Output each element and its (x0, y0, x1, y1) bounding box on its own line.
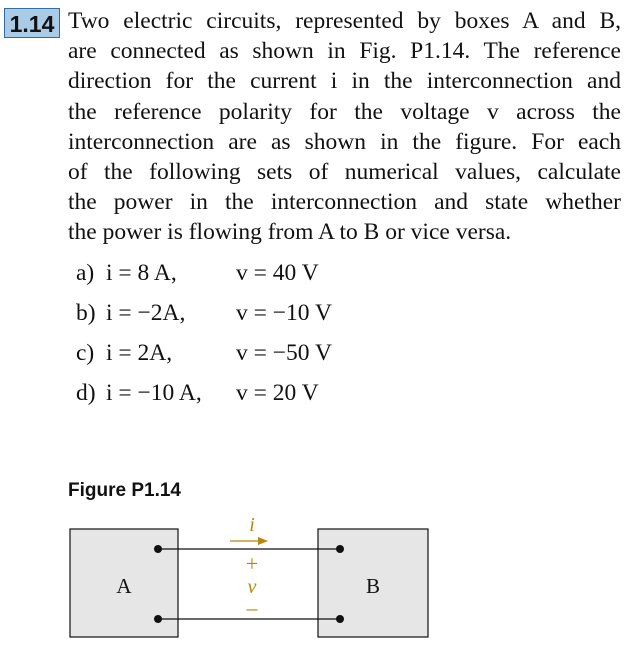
problem-statement (68, 6, 621, 248)
part-voltage: v = −10 V (236, 300, 332, 326)
minus-label: – (246, 595, 258, 620)
part-current: i = −2A, (106, 300, 186, 326)
part-voltage: v = 40 V (236, 260, 319, 286)
part-label: c) (76, 340, 95, 366)
terminal-dot (154, 615, 162, 623)
terminal-dot (336, 615, 344, 623)
voltage-label: v (247, 576, 257, 598)
part-voltage: v = 20 V (236, 380, 319, 406)
part-current: i = −10 A, (106, 380, 202, 406)
statement-line-4: the reference polarity for the voltage v across the (68, 98, 621, 125)
problem-number: 1.14 (4, 8, 60, 38)
current-label: i (249, 514, 255, 536)
terminal-dot (154, 545, 162, 553)
statement-line-8: the power is flowing from A to B or vice versa. (68, 219, 512, 246)
statement-line-3: direction for the current i in the interconnection and (68, 68, 621, 95)
part-label: d) (76, 380, 96, 406)
part-label: a) (76, 260, 95, 286)
statement-line-1: Two electric circuits, represented by boxes A and B, (68, 8, 621, 34)
plus-label: + (245, 551, 259, 576)
box-a-label: A (116, 574, 132, 598)
part-voltage: v = −50 V (236, 340, 332, 366)
box-b-label: B (365, 574, 381, 598)
circuit-figure (0, 505, 627, 646)
statement-line-2: are connected as shown in Fig. P1.14. The reference (68, 38, 621, 65)
terminal-dot (336, 545, 344, 553)
current-arrow-head (258, 537, 268, 545)
statement-line-6: of the following sets of numerical values, calculate (68, 159, 621, 186)
statement-line-7: the power in the interconnection and state whether (68, 189, 621, 216)
part-label: b) (76, 300, 96, 326)
part-current: i = 8 A, (106, 260, 177, 286)
part-current: i = 2A, (106, 340, 173, 366)
statement-line-5: interconnection are as shown in the figure. For each (68, 128, 621, 155)
figure-title: Figure P1.14 (68, 480, 181, 501)
